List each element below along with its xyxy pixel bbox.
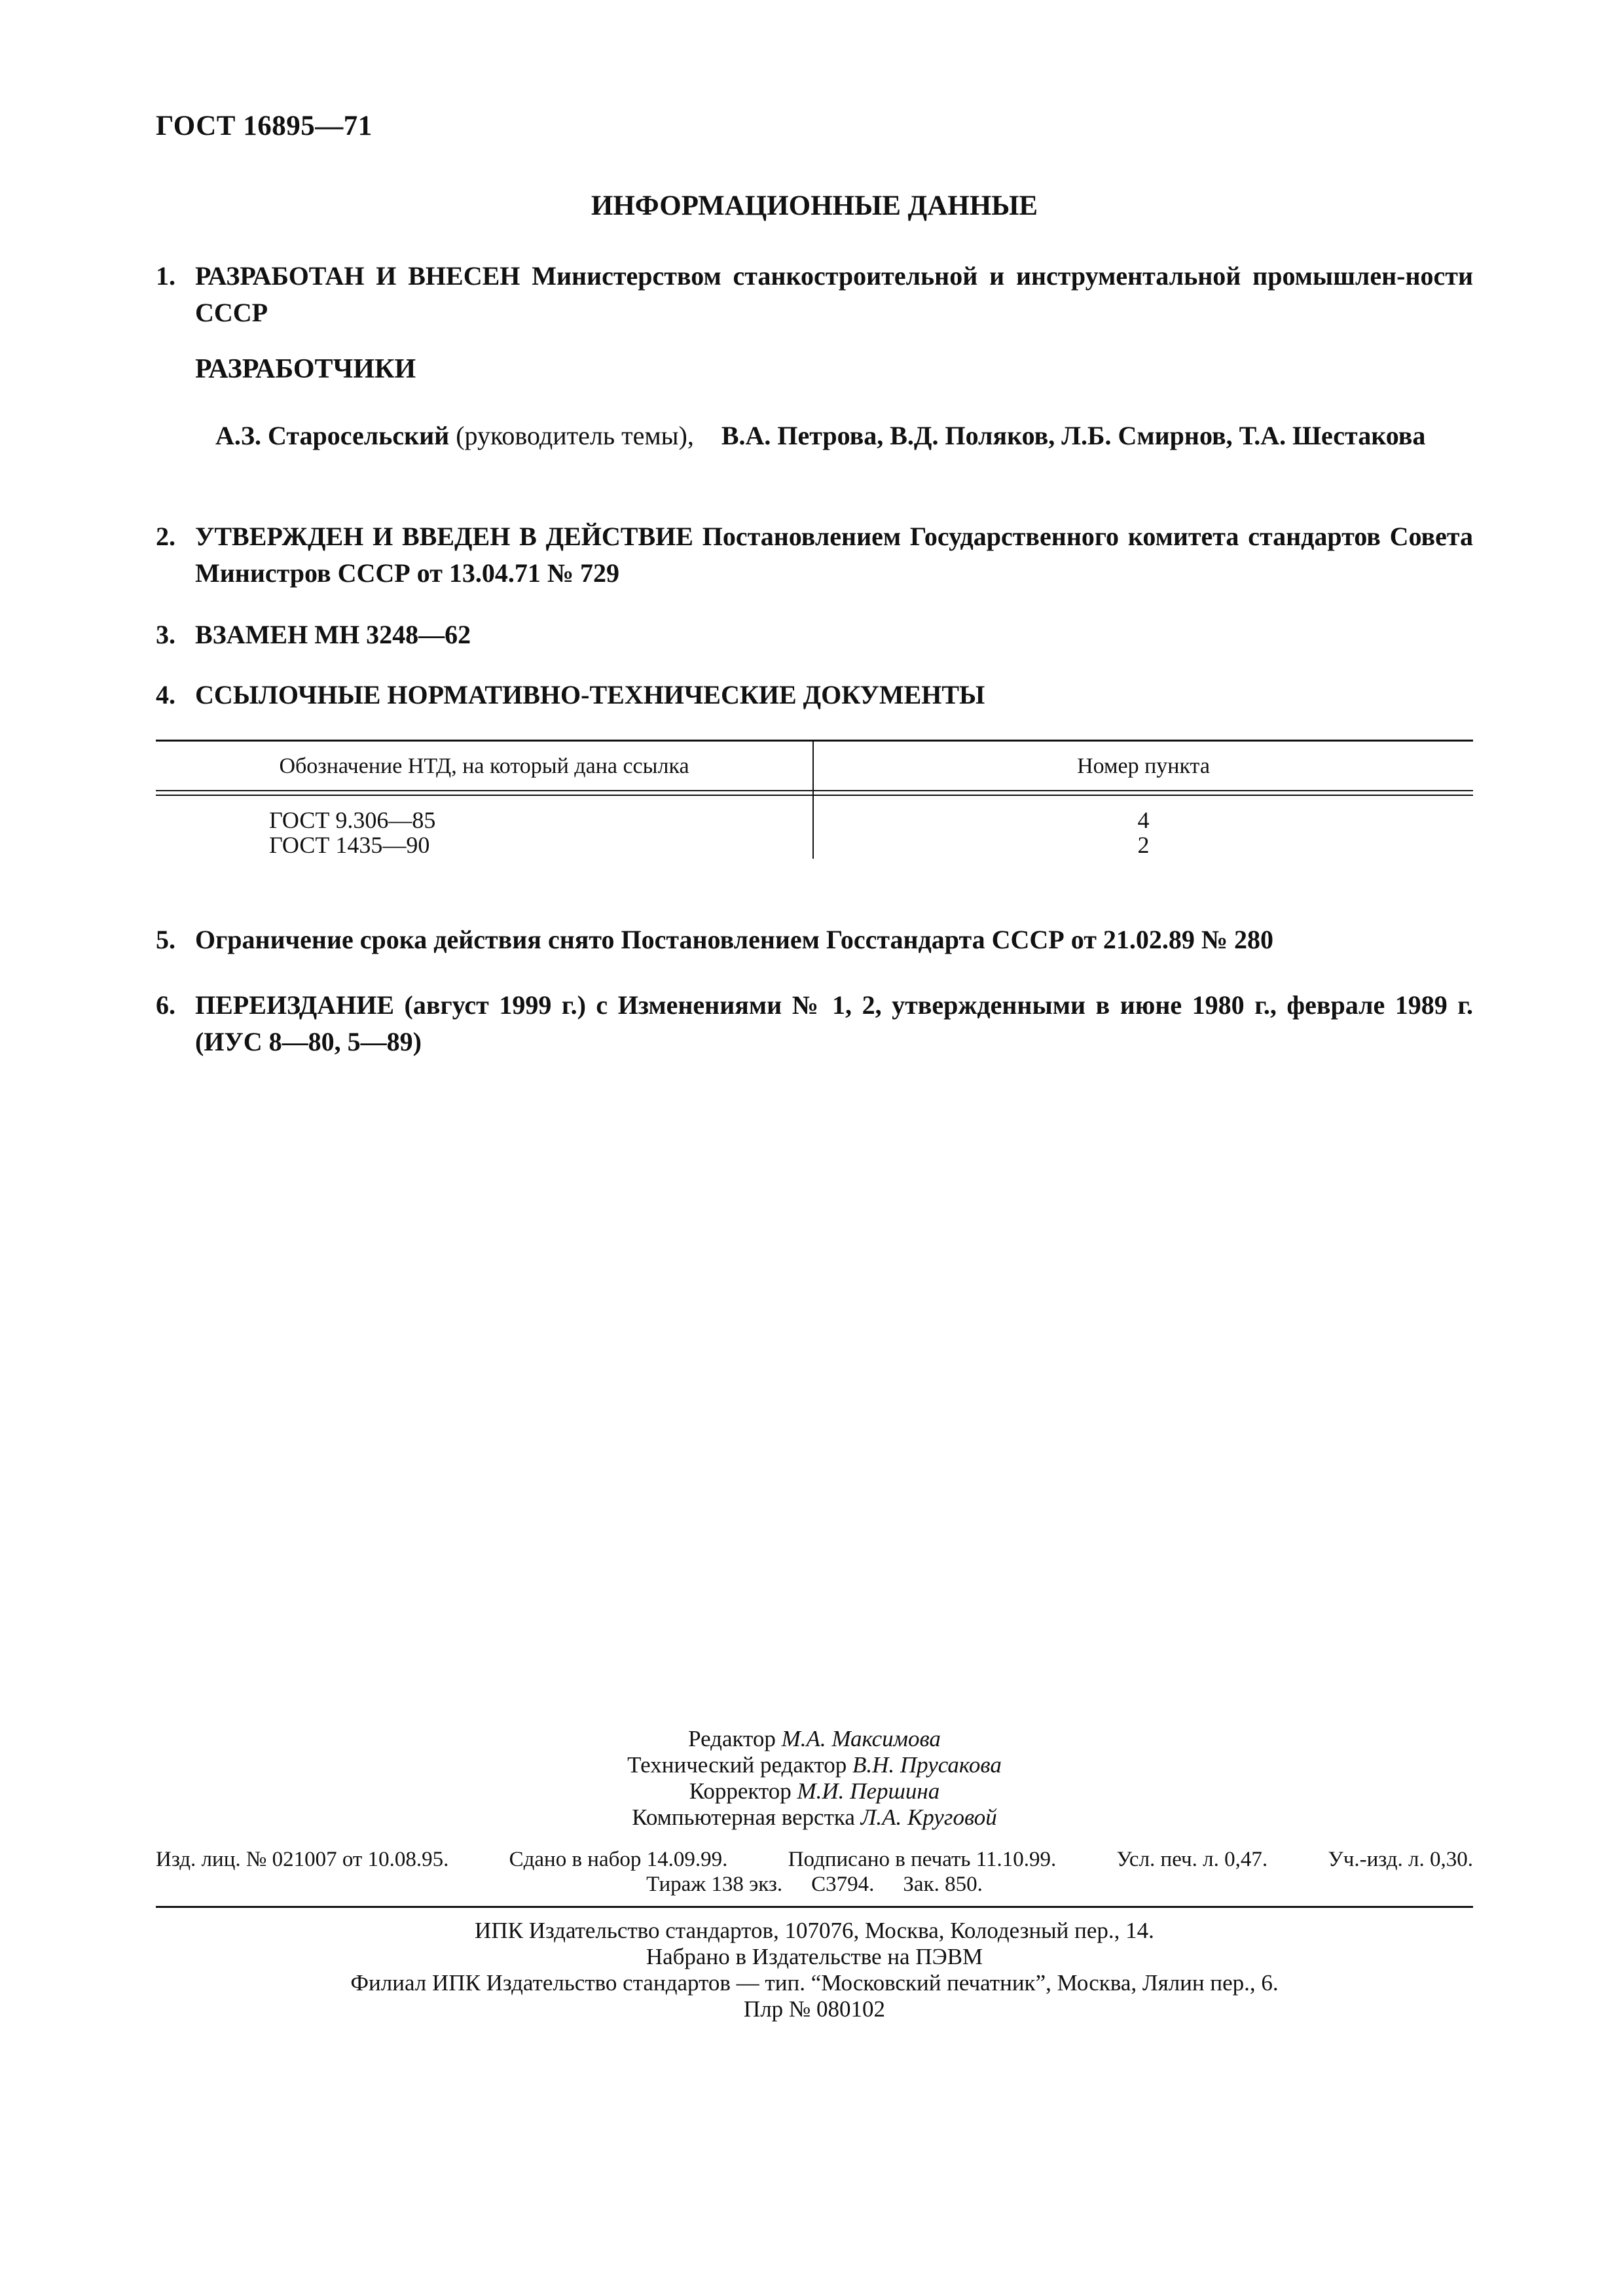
footer-rule (156, 1906, 1473, 1908)
info-item-3 (156, 617, 1473, 653)
printer-line: Филиал ИПК Издательство стандартов — тип. “Московский печатник”, Москва, Лялин пер., 6. (350, 1970, 1279, 1996)
credit-corrector (156, 1778, 1473, 1804)
item-number: 2. (156, 522, 175, 551)
info-item-4 (156, 677, 1473, 713)
credit-name: М.А. Максимова (781, 1726, 941, 1751)
table-cell-clause: 2 (1137, 832, 1150, 858)
table-rule (156, 740, 1473, 742)
item-number: 1. (156, 261, 175, 291)
item-text: ССЫЛОЧНЫЕ НОРМАТИВНО-ТЕХНИЧЕСКИЕ ДОКУМЕНТЫ (195, 680, 985, 709)
info-item-5 (156, 922, 1473, 958)
table-header-document: Обозначение НТД, на который дана ссылка (279, 754, 689, 778)
developers-list (215, 418, 1474, 454)
credit-tech-editor (156, 1752, 1473, 1778)
credit-label: Компьютерная верстка (632, 1804, 855, 1830)
item-text: ВЗАМЕН МН 3248—62 (195, 620, 471, 649)
developer-others: В.А. Петрова, В.Д. Поляков, Л.Б. Смирнов, Т.А. Шестакова (721, 421, 1426, 450)
item-number: 4. (156, 680, 175, 709)
info-item-2 (156, 518, 1473, 592)
item-text: УТВЕРЖДЕН И ВВЕДЕН В ДЕЙСТВИЕ Постановлением Государственного комитета стандартов Совета Министров СССР от 13.04.71 № 729 (195, 522, 1473, 588)
item-number: 3. (156, 620, 175, 649)
info-item-1 (156, 258, 1473, 331)
print-sheets: Усл. печ. л. 0,47. (1116, 1848, 1268, 1871)
typeset-date: Сдано в набор 14.09.99. (509, 1848, 728, 1871)
table-rule (156, 795, 1473, 796)
publication-row (156, 1872, 1473, 1897)
developers-heading: РАЗРАБОТЧИКИ (195, 354, 416, 384)
credit-name: М.И. Першина (797, 1778, 940, 1804)
printer-info (156, 1918, 1473, 2022)
table-header-clause: Номер пункта (1077, 754, 1210, 778)
publication-row (156, 1847, 1473, 1872)
reference-table (156, 740, 1473, 870)
table-rule (156, 790, 1473, 791)
credit-layout (156, 1804, 1473, 1831)
page-title: ИНФОРМАЦИОННЫЕ ДАННЫЕ (591, 190, 1038, 221)
publication-details (156, 1847, 1473, 1897)
table-cell-document: ГОСТ 1435—90 (269, 832, 430, 858)
item-number: 5. (156, 925, 175, 954)
item-text: ПЕРЕИЗДАНИЕ (август 1999 г.) с Изменениями № 1, 2, утвержденными в июне 1980 г., феврале 1989 г. (ИУС 8—80, 5—89) (195, 990, 1473, 1056)
credit-label: Корректор (689, 1778, 792, 1804)
publisher-license: Изд. лиц. № 021007 от 10.08.95. (156, 1848, 449, 1871)
credit-label: Технический редактор (627, 1752, 847, 1778)
info-item-6 (156, 987, 1473, 1060)
editorial-credits (156, 1726, 1473, 1831)
printer-line: ИПК Издательство стандартов, 107076, Москва, Колодезный пер., 14. (475, 1918, 1154, 1943)
table-cell-document: ГОСТ 9.306—85 (269, 807, 436, 833)
developer-lead-role: (руководитель темы), (456, 421, 694, 450)
credit-label: Редактор (688, 1726, 776, 1751)
item-text: Ограничение срока действия снято Постановлением Госстандарта СССР от 21.02.89 № 280 (195, 925, 1274, 954)
developer-lead-name: А.З. Старосельский (215, 421, 450, 450)
printer-line: Набрано в Издательстве на ПЭВМ (646, 1944, 983, 1969)
publication-code: С3794. (811, 1873, 875, 1896)
item-text: РАЗРАБОТАН И ВНЕСЕН Министерством станкостроительной и инструментальной промышлен-ности СССР (195, 261, 1473, 327)
order-number: Зак. 850. (903, 1873, 983, 1896)
publishing-sheets: Уч.-изд. л. 0,30. (1328, 1848, 1473, 1871)
credit-name: В.Н. Прусакова (852, 1752, 1002, 1778)
circulation: Тираж 138 экз. (646, 1873, 783, 1896)
credit-editor (156, 1726, 1473, 1752)
table-cell-clause: 4 (1137, 807, 1150, 833)
item-number: 6. (156, 990, 175, 1020)
printer-line: Плр № 080102 (743, 1996, 886, 2022)
credit-name: Л.А. Круговой (860, 1804, 997, 1830)
doc-code: ГОСТ 16895—71 (156, 111, 373, 141)
signed-date: Подписано в печать 11.10.99. (788, 1848, 1057, 1871)
